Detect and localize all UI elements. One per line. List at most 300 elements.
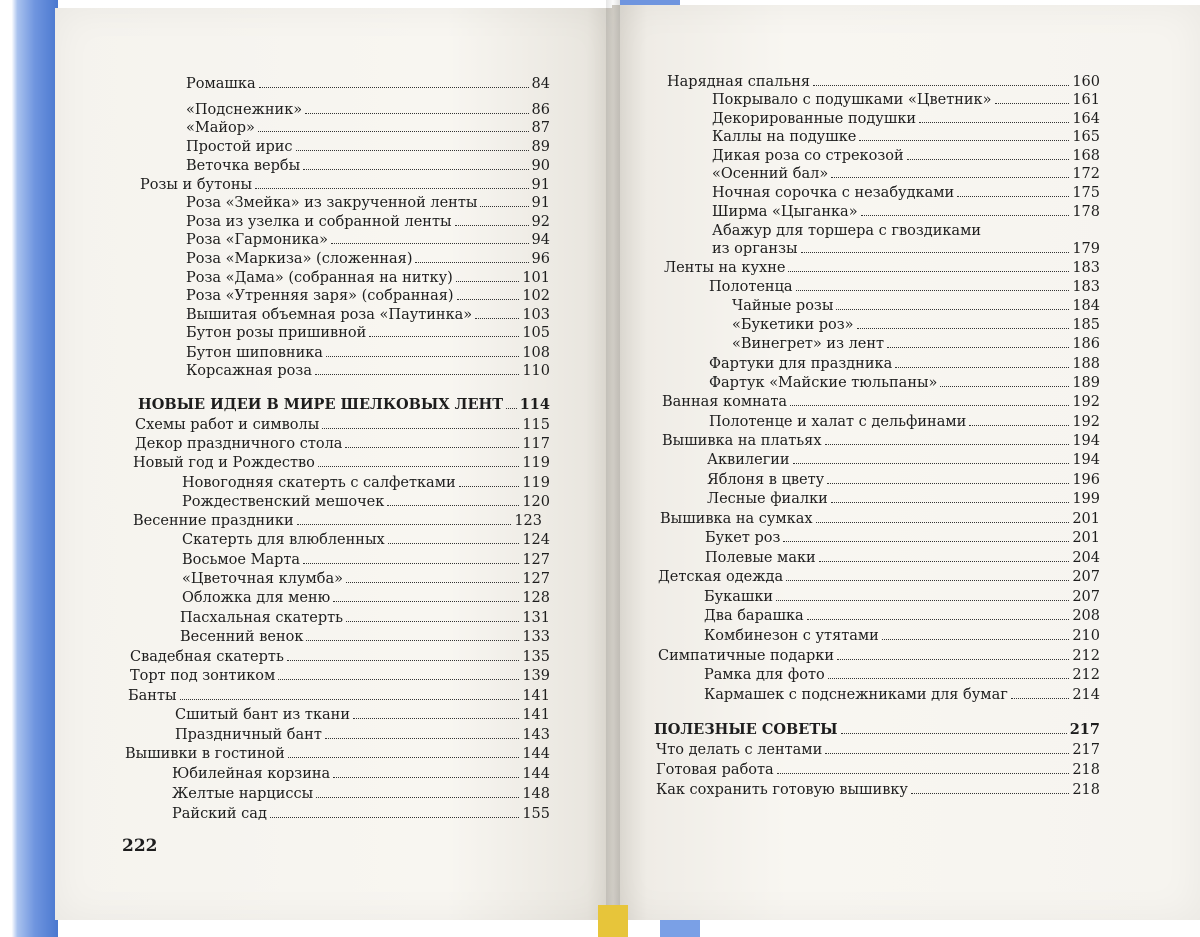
toc-entry-title: «Майор» [186, 120, 255, 136]
leader-dots [940, 386, 1069, 387]
toc-entry-title: Сшитый бант из ткани [175, 707, 350, 723]
toc-entry-page: 160 [1072, 74, 1100, 90]
toc-entry [186, 362, 550, 380]
leader-dots [895, 367, 1069, 368]
toc-entry-title: из органзы [712, 241, 798, 257]
toc-entry-title: «Осенний бал» [712, 166, 829, 182]
toc-entry [660, 510, 1100, 528]
leader-dots [459, 486, 520, 487]
toc-entry-title: Фартуки для праздника [709, 356, 893, 372]
leader-dots [796, 290, 1070, 291]
toc-entry-title: НОВЫЕ ИДЕИ В МИРЕ ШЕЛКОВЫХ ЛЕНТ [138, 396, 503, 413]
leader-dots [919, 122, 1069, 123]
toc-entry-page: 155 [522, 806, 550, 822]
toc-entry-title: Нарядная спальня [667, 74, 811, 90]
toc-entry [135, 416, 550, 434]
leader-dots [506, 408, 517, 409]
leader-dots [333, 601, 519, 602]
leader-dots [345, 447, 519, 448]
toc-entry-page: 114 [519, 396, 550, 413]
toc-entry-page: 119 [522, 475, 550, 491]
leader-dots [296, 150, 529, 151]
toc-entry-title: Лесные фиалки [707, 491, 828, 507]
toc-entry [658, 568, 1100, 586]
toc-entry-title: Покрывало с подушками «Цветник» [712, 92, 992, 108]
toc-entry-title: Бутон розы пришивной [186, 325, 367, 341]
toc-entry [709, 355, 1100, 373]
toc-entry [712, 110, 1100, 128]
toc-entry-page: 143 [522, 727, 550, 743]
bookmark-ribbon [598, 905, 628, 937]
leader-dots [305, 113, 528, 114]
leader-dots [857, 328, 1070, 329]
leader-dots [825, 753, 1069, 754]
toc-entry-page: 204 [1072, 550, 1100, 566]
toc-entry-page: 144 [522, 746, 550, 762]
toc-entry [182, 570, 550, 588]
toc-entry-page: 90 [531, 158, 550, 174]
left-page [55, 8, 615, 920]
leader-dots [288, 757, 520, 758]
toc-entry-title: Каллы на подушке [712, 129, 857, 145]
toc-entry-page: 131 [522, 610, 550, 626]
toc-entry-title: Праздничный бант [175, 727, 322, 743]
toc-entry [140, 176, 550, 194]
toc-entry [654, 721, 1100, 739]
toc-entry-title: Кармашек с подснежниками для бумаг [704, 687, 1008, 703]
toc-entry [704, 666, 1100, 684]
leader-dots [480, 206, 528, 207]
toc-entry-page: 115 [522, 417, 550, 433]
toc-entry-page: 144 [522, 766, 550, 782]
toc-entry-title: Букашки [704, 589, 774, 605]
leader-dots [270, 817, 519, 818]
toc-entry [707, 471, 1100, 489]
toc-entry-page: 185 [1072, 317, 1100, 333]
toc-entry-page: 102 [522, 288, 550, 304]
toc-entry-title: Готовая работа [656, 762, 774, 778]
toc-entry-page: 133 [522, 629, 550, 645]
toc-entry [712, 222, 981, 240]
toc-entry [704, 588, 1100, 606]
toc-entry-title: Свадебная скатерть [130, 649, 284, 665]
leader-dots [322, 428, 519, 429]
toc-entry-page: 86 [531, 102, 550, 118]
toc-entry-title: Ширма «Цыганка» [712, 204, 858, 220]
leader-dots [825, 444, 1070, 445]
leader-dots [911, 793, 1069, 794]
toc-entry [732, 335, 1100, 353]
toc-entry-page: 183 [1072, 260, 1100, 276]
toc-entry [186, 269, 550, 287]
toc-entry-page: 196 [1072, 472, 1100, 488]
toc-entry-page: 178 [1072, 204, 1100, 220]
toc-entry [732, 297, 1100, 315]
toc-entry-title: Желтые нарциссы [172, 786, 314, 802]
toc-entry-page: 192 [1072, 414, 1100, 430]
leader-dots [841, 733, 1067, 734]
toc-entry-title: Абажур для торшера с гвоздиками [712, 223, 982, 239]
toc-entry [712, 184, 1100, 202]
toc-entry [182, 493, 550, 511]
toc-entry-title: Розы и бутоны [140, 177, 253, 193]
toc-entry-page: 199 [1072, 491, 1100, 507]
toc-entry-title: Новый год и Рождество [133, 455, 315, 471]
leader-dots [861, 215, 1070, 216]
toc-entry-title: Как сохранить готовую вышивку [656, 782, 908, 798]
book-cover-left [0, 0, 58, 937]
toc-entry-page: 207 [1072, 569, 1100, 585]
toc-entry-page: 87 [531, 120, 550, 136]
toc-entry-title: ПОЛЕЗНЫЕ СОВЕТЫ [654, 721, 838, 738]
leader-dots [777, 773, 1070, 774]
toc-entry-title: Ванная комната [662, 394, 788, 410]
leader-dots [278, 679, 519, 680]
toc-entry-page: 172 [1072, 166, 1100, 182]
toc-entry [707, 451, 1100, 469]
leader-dots [957, 196, 1069, 197]
toc-entry-title: Простой ирис [186, 139, 293, 155]
toc-entry [182, 474, 550, 492]
toc-entry-title: Юбилейная корзина [172, 766, 331, 782]
toc-entry [662, 393, 1100, 411]
toc-entry-page: 127 [522, 552, 550, 568]
leader-dots [801, 252, 1070, 253]
toc-entry-title: Весенний венок [180, 629, 304, 645]
toc-entry-title: Схемы работ и символы [135, 417, 320, 433]
toc-entry-page: 192 [1072, 394, 1100, 410]
toc-entry [186, 250, 550, 268]
leader-dots [995, 103, 1070, 104]
toc-entry-page: 184 [1072, 298, 1100, 314]
leader-dots [882, 639, 1069, 640]
toc-entry-page: 123 [514, 513, 542, 529]
toc-entry-page: 89 [531, 139, 550, 155]
toc-entry-page: 110 [522, 363, 550, 379]
toc-entry [656, 781, 1100, 799]
toc-entry-page: 127 [522, 571, 550, 587]
toc-entry-page: 141 [522, 707, 550, 723]
toc-entry-title: Пасхальная скатерть [180, 610, 344, 626]
toc-entry [180, 609, 550, 627]
toc-entry [712, 240, 1100, 258]
toc-entry-page: 214 [1072, 687, 1100, 703]
toc-entry-title: Обложка для меню [182, 590, 331, 606]
toc-entry-page: 218 [1072, 782, 1100, 798]
leader-dots [859, 140, 1069, 141]
leader-dots [180, 699, 520, 700]
toc-entry [704, 607, 1100, 625]
toc-entry-title: Вышивки в гостиной [125, 746, 285, 762]
leader-dots [326, 356, 519, 357]
toc-entry-title: Полотенце и халат с дельфинами [709, 414, 967, 430]
toc-entry-page: 189 [1072, 375, 1100, 391]
leader-dots [457, 299, 520, 300]
toc-entry-title: Торт под зонтиком [130, 668, 276, 684]
toc-entry-page: 91 [531, 195, 550, 211]
toc-entry-page: 175 [1072, 185, 1100, 201]
toc-entry-title: Фартук «Майские тюльпаны» [709, 375, 938, 391]
leader-dots [388, 543, 520, 544]
toc-entry-title: Банты [128, 688, 177, 704]
leader-dots [315, 374, 519, 375]
leader-dots [475, 318, 519, 319]
toc-entry-page: 94 [531, 232, 550, 248]
toc-entry [186, 306, 550, 324]
leader-dots [325, 738, 519, 739]
toc-entry-title: Райский сад [172, 806, 267, 822]
toc-entry-title: Яблоня в цвету [707, 472, 825, 488]
toc-entry-page: 207 [1072, 589, 1100, 605]
toc-entry [172, 805, 550, 823]
leader-dots [415, 262, 528, 263]
leader-dots [346, 582, 519, 583]
toc-entry [662, 432, 1100, 450]
leader-dots [303, 169, 528, 170]
toc-entry-page: 179 [1072, 241, 1100, 257]
toc-entry-page: 212 [1072, 648, 1100, 664]
toc-entry-page: 117 [522, 436, 550, 452]
toc-entry-title: «Цветочная клумба» [182, 571, 343, 587]
toc-entry-page: 103 [522, 307, 550, 323]
toc-entry-page: 108 [522, 345, 550, 361]
leader-dots [333, 777, 519, 778]
toc-entry-title: Дикая роза со стрекозой [712, 148, 904, 164]
toc-entry-page: 168 [1072, 148, 1100, 164]
toc-entry [709, 413, 1100, 431]
leader-dots [303, 563, 519, 564]
leader-dots [776, 600, 1069, 601]
toc-entry-page: 161 [1072, 92, 1100, 108]
toc-entry [172, 785, 550, 803]
toc-entry [664, 259, 1100, 277]
leader-dots [831, 502, 1070, 503]
toc-entry [175, 726, 550, 744]
toc-entry-title: Два барашка [704, 608, 804, 624]
toc-entry-title: Декор праздничного стола [135, 436, 343, 452]
leader-dots [316, 797, 519, 798]
leader-dots [827, 483, 1069, 484]
toc-entry [125, 745, 550, 763]
leader-dots [819, 561, 1070, 562]
toc-entry-title: Роза «Маркиза» (сложенная) [186, 251, 413, 267]
toc-entry [135, 435, 550, 453]
toc-entry [705, 549, 1100, 567]
leader-dots [258, 131, 529, 132]
toc-entry [172, 765, 550, 783]
toc-entry-page: 210 [1072, 628, 1100, 644]
toc-entry-title: Корсажная роза [186, 363, 312, 379]
toc-entry [656, 761, 1100, 779]
toc-entry-title: Скатерть для влюбленных [182, 532, 385, 548]
toc-entry-title: Новогодняя скатерть с салфетками [182, 475, 456, 491]
toc-entry [186, 287, 550, 305]
toc-entry-title: Вышитая объемная роза «Паутинка» [186, 307, 473, 323]
toc-entry [704, 686, 1100, 704]
leader-dots [1011, 698, 1069, 699]
leader-dots [837, 659, 1069, 660]
toc-entry-page: 201 [1072, 511, 1100, 527]
toc-entry [133, 454, 550, 472]
leader-dots [788, 271, 1069, 272]
toc-entry [182, 589, 550, 607]
toc-entry [712, 147, 1100, 165]
toc-entry [186, 101, 550, 119]
leader-dots [907, 159, 1070, 160]
leader-dots [259, 87, 529, 88]
toc-entry-page: 217 [1072, 742, 1100, 758]
toc-entry [667, 73, 1100, 91]
toc-entry-title: Вышивка на сумках [660, 511, 813, 527]
toc-entry-page: 164 [1072, 111, 1100, 127]
toc-entry-title: «Букетики роз» [732, 317, 854, 333]
toc-entry-page: 139 [522, 668, 550, 684]
toc-entry-title: Комбинезон с утятами [704, 628, 879, 644]
leader-dots [318, 466, 519, 467]
toc-entry-page: 141 [522, 688, 550, 704]
leader-dots [387, 505, 519, 506]
toc-entry [656, 741, 1100, 759]
leader-dots [783, 541, 1069, 542]
leader-dots [297, 524, 512, 525]
toc-entry-page: 183 [1072, 279, 1100, 295]
leader-dots [331, 243, 529, 244]
toc-entry [128, 687, 550, 705]
toc-entry [186, 324, 550, 342]
toc-entry-page: 188 [1072, 356, 1100, 372]
toc-entry [712, 91, 1100, 109]
toc-entry-page: 92 [531, 214, 550, 230]
toc-entry [186, 75, 550, 93]
toc-entry-title: Ночная сорочка с незабудками [712, 185, 955, 201]
toc-entry [186, 344, 550, 362]
toc-entry-page: 91 [531, 177, 550, 193]
toc-entry [705, 529, 1100, 547]
toc-entry-title: Вышивка на платьях [662, 433, 822, 449]
page-number: 222 [122, 836, 158, 856]
toc-entry-page: 148 [522, 786, 550, 802]
toc-entry [186, 213, 550, 231]
toc-entry-title: Декорированные подушки [712, 111, 917, 127]
toc-entry-page: 201 [1072, 530, 1100, 546]
toc-entry-page: 101 [522, 270, 550, 286]
toc-entry-title: Роза «Утренняя заря» (собранная) [186, 288, 454, 304]
leader-dots [786, 580, 1069, 581]
toc-entry-page: 186 [1072, 336, 1100, 352]
toc-entry-title: Бутон шиповника [186, 345, 323, 361]
leader-dots [836, 309, 1069, 310]
toc-entry-title: Ленты на кухне [664, 260, 786, 276]
leader-dots [369, 336, 519, 337]
toc-entry-page: 218 [1072, 762, 1100, 778]
toc-entry-page: 194 [1072, 433, 1100, 449]
leader-dots [813, 85, 1069, 86]
toc-entry-page: 135 [522, 649, 550, 665]
toc-entry-page: 194 [1072, 452, 1100, 468]
toc-entry-page: 119 [522, 455, 550, 471]
toc-entry-title: «Винегрет» из лент [732, 336, 885, 352]
toc-entry-title: Детская одежда [658, 569, 784, 585]
leader-dots [793, 463, 1070, 464]
toc-entry [704, 627, 1100, 645]
toc-entry-page: 128 [522, 590, 550, 606]
toc-entry [707, 490, 1100, 508]
toc-entry-title: Симпатичные подарки [658, 648, 834, 664]
toc-entry [130, 667, 550, 685]
toc-entry-title: Весенние праздники [133, 513, 294, 529]
toc-entry [182, 531, 550, 549]
toc-entry-page: 208 [1072, 608, 1100, 624]
leader-dots [807, 619, 1070, 620]
leader-dots [456, 281, 520, 282]
toc-entry-title: Веточка вербы [186, 158, 301, 174]
toc-entry [186, 231, 550, 249]
toc-entry-page: 212 [1072, 667, 1100, 683]
leader-dots [790, 405, 1069, 406]
toc-entry-title: Ромашка [186, 76, 256, 92]
toc-entry-title: «Подснежник» [186, 102, 303, 118]
toc-entry [709, 374, 1100, 392]
toc-entry [182, 551, 550, 569]
book-spine [606, 0, 620, 937]
leader-dots [353, 718, 519, 719]
leader-dots [969, 425, 1069, 426]
leader-dots [887, 347, 1069, 348]
toc-entry [712, 128, 1100, 146]
leader-dots [306, 640, 519, 641]
toc-entry-title: Полевые маки [705, 550, 816, 566]
leader-dots [831, 177, 1069, 178]
toc-entry-title: Восьмое Марта [182, 552, 301, 568]
toc-entry [186, 119, 550, 137]
leader-dots [816, 522, 1070, 523]
toc-entry-page: 165 [1072, 129, 1100, 145]
toc-entry-page: 217 [1069, 721, 1100, 738]
toc-entry-title: Роза из узелка и собранной ленты [186, 214, 452, 230]
toc-entry [658, 647, 1100, 665]
leader-dots [828, 678, 1070, 679]
toc-entry-page: 105 [522, 325, 550, 341]
toc-entry [186, 194, 550, 212]
toc-entry-title: Рождественский мешочек [182, 494, 385, 510]
toc-entry [180, 628, 550, 646]
toc-entry [138, 396, 550, 414]
toc-entry-title: Что делать с лентами [656, 742, 823, 758]
toc-entry-title: Рамка для фото [704, 667, 825, 683]
toc-entry [186, 157, 550, 175]
toc-entry [186, 138, 550, 156]
leader-dots [346, 621, 519, 622]
toc-entry-title: Аквилегии [707, 452, 790, 468]
toc-entry [712, 203, 1100, 221]
toc-entry-page: 96 [531, 251, 550, 267]
leader-dots [255, 188, 529, 189]
toc-entry-page: 124 [522, 532, 550, 548]
toc-entry-title: Роза «Дама» (собранная на нитку) [186, 270, 453, 286]
toc-entry [732, 316, 1100, 334]
right-page [612, 5, 1200, 920]
toc-entry-title: Роза «Змейка» из закрученной ленты [186, 195, 478, 211]
toc-entry [175, 706, 550, 724]
toc-entry [712, 165, 1100, 183]
toc-entry-title: Роза «Гармоника» [186, 232, 328, 248]
toc-entry [133, 512, 542, 530]
toc-entry-title: Полотенца [709, 279, 793, 295]
toc-entry-page: 84 [531, 76, 550, 92]
leader-dots [287, 660, 519, 661]
toc-entry-title: Букет роз [705, 530, 781, 546]
toc-entry [709, 278, 1100, 296]
